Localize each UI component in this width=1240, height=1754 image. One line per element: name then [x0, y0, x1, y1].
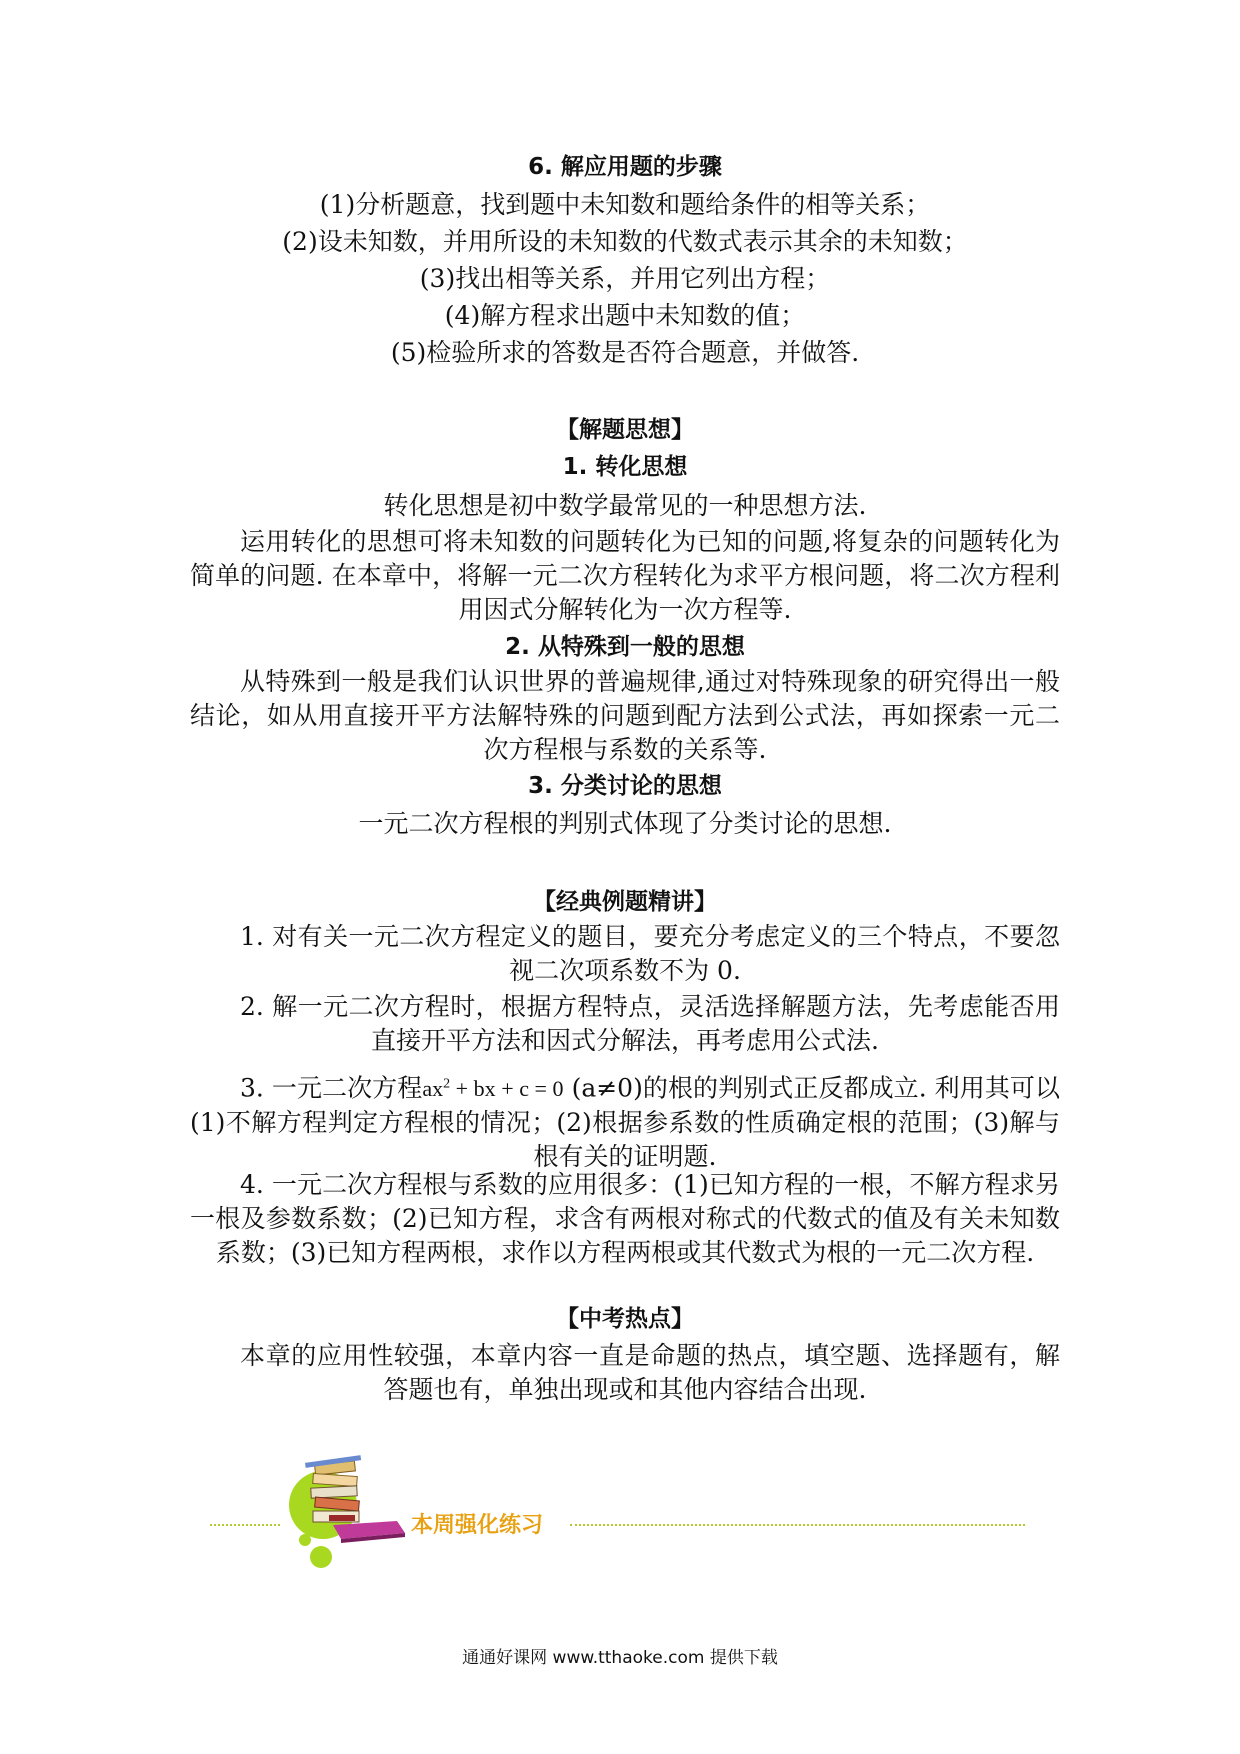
- idea-3-paragraph: 一元二次方程根的判别式体现了分类讨论的思想.: [358, 809, 892, 838]
- idea-2-title: 2. 从特殊到一般的思想: [505, 634, 745, 660]
- idea-2-paragraph: 从特殊到一般是我们认识世界的普遍规律,通过对特殊现象的研究得出一般结论，如从用直接开平方法解特殊的问题到配方法到公式法，再如探索一元二次方程根与系数的关系等.: [190, 667, 1060, 764]
- step-5: (5)检验所求的答数是否符合题意，并做答.: [390, 338, 860, 367]
- banner-dotted-line-left: [210, 1524, 280, 1526]
- example-3-condition: (a≠0): [571, 1073, 643, 1103]
- banner-dotted-line-right: [570, 1524, 1025, 1526]
- idea-3-title: 3. 分类讨论的思想: [528, 773, 722, 799]
- example-4: 4. 一元二次方程根与系数的应用很多：(1)已知方程的一根，不解方程求另一根及参数系数；(2)已知方程，求含有两根对称式的代数式的值及有关未知数系数；(3)已知方程两根，求作以方程两根或其代数式为根的一元二次方程.: [190, 1170, 1060, 1267]
- idea-1-title: 1. 转化思想: [562, 454, 688, 480]
- example-3: [190, 1068, 1060, 1174]
- idea-1-paragraph-1: 转化思想是初中数学最常见的一种思想方法.: [383, 491, 867, 520]
- books-stack-icon: [285, 1445, 415, 1573]
- hotspot-text: 本章的应用性较强，本章内容一直是命题的热点，填空题、选择题有，解答题也有，单独出现或和其他内容结合出现.: [240, 1341, 1060, 1404]
- example-1: 1. 对有关一元二次方程定义的题目，要充分考虑定义的三个特点，不要忽视二次项系数不为 0.: [240, 922, 1060, 985]
- hotspot-heading: 【中考热点】: [556, 1306, 694, 1332]
- example-3-suffix: 的根的判别式正反都成立. 利用其可以(1)不解方程判定方程根的情况；(2)根据参系数的性质确定根的范围；(3)解与根有关的证明题.: [190, 1073, 1060, 1172]
- example-3-prefix: 3. 一元二次方程: [240, 1073, 423, 1103]
- step-1: (1)分析题意，找到题中未知数和题给条件的相等关系；: [319, 190, 931, 219]
- step-3: (3)找出相等关系，并用它列出方程；: [419, 264, 831, 293]
- banner-label: 本周强化练习: [411, 1512, 544, 1538]
- examples-heading: 【经典例题精讲】: [533, 889, 717, 915]
- ideas-heading: 【解题思想】: [556, 417, 694, 443]
- example-2: 2. 解一元二次方程时，根据方程特点，灵活选择解题方法，先考虑能否用直接开平方法和因式分解法，再考虑用公式法.: [240, 992, 1060, 1055]
- section6-heading: 6. 解应用题的步骤: [528, 154, 722, 180]
- quadratic-formula: $ax^2$ + bx + c = 0: [422, 1076, 564, 1102]
- step-4: (4)解方程求出题中未知数的值；: [444, 301, 806, 330]
- step-2: (2)设未知数，并用所设的未知数的代数式表示其余的未知数；: [282, 227, 968, 256]
- footer-text: 通通好课网 www.tthaoke.com 提供下载: [462, 1648, 778, 1668]
- idea-1-paragraph-2: 运用转化的思想可将未知数的问题转化为已知的问题,将复杂的问题转化为简单的问题. 在本章中，将解一元二次方程转化为求平方根问题，将二次方程利用因式分解转化为一次方程等.: [190, 527, 1060, 624]
